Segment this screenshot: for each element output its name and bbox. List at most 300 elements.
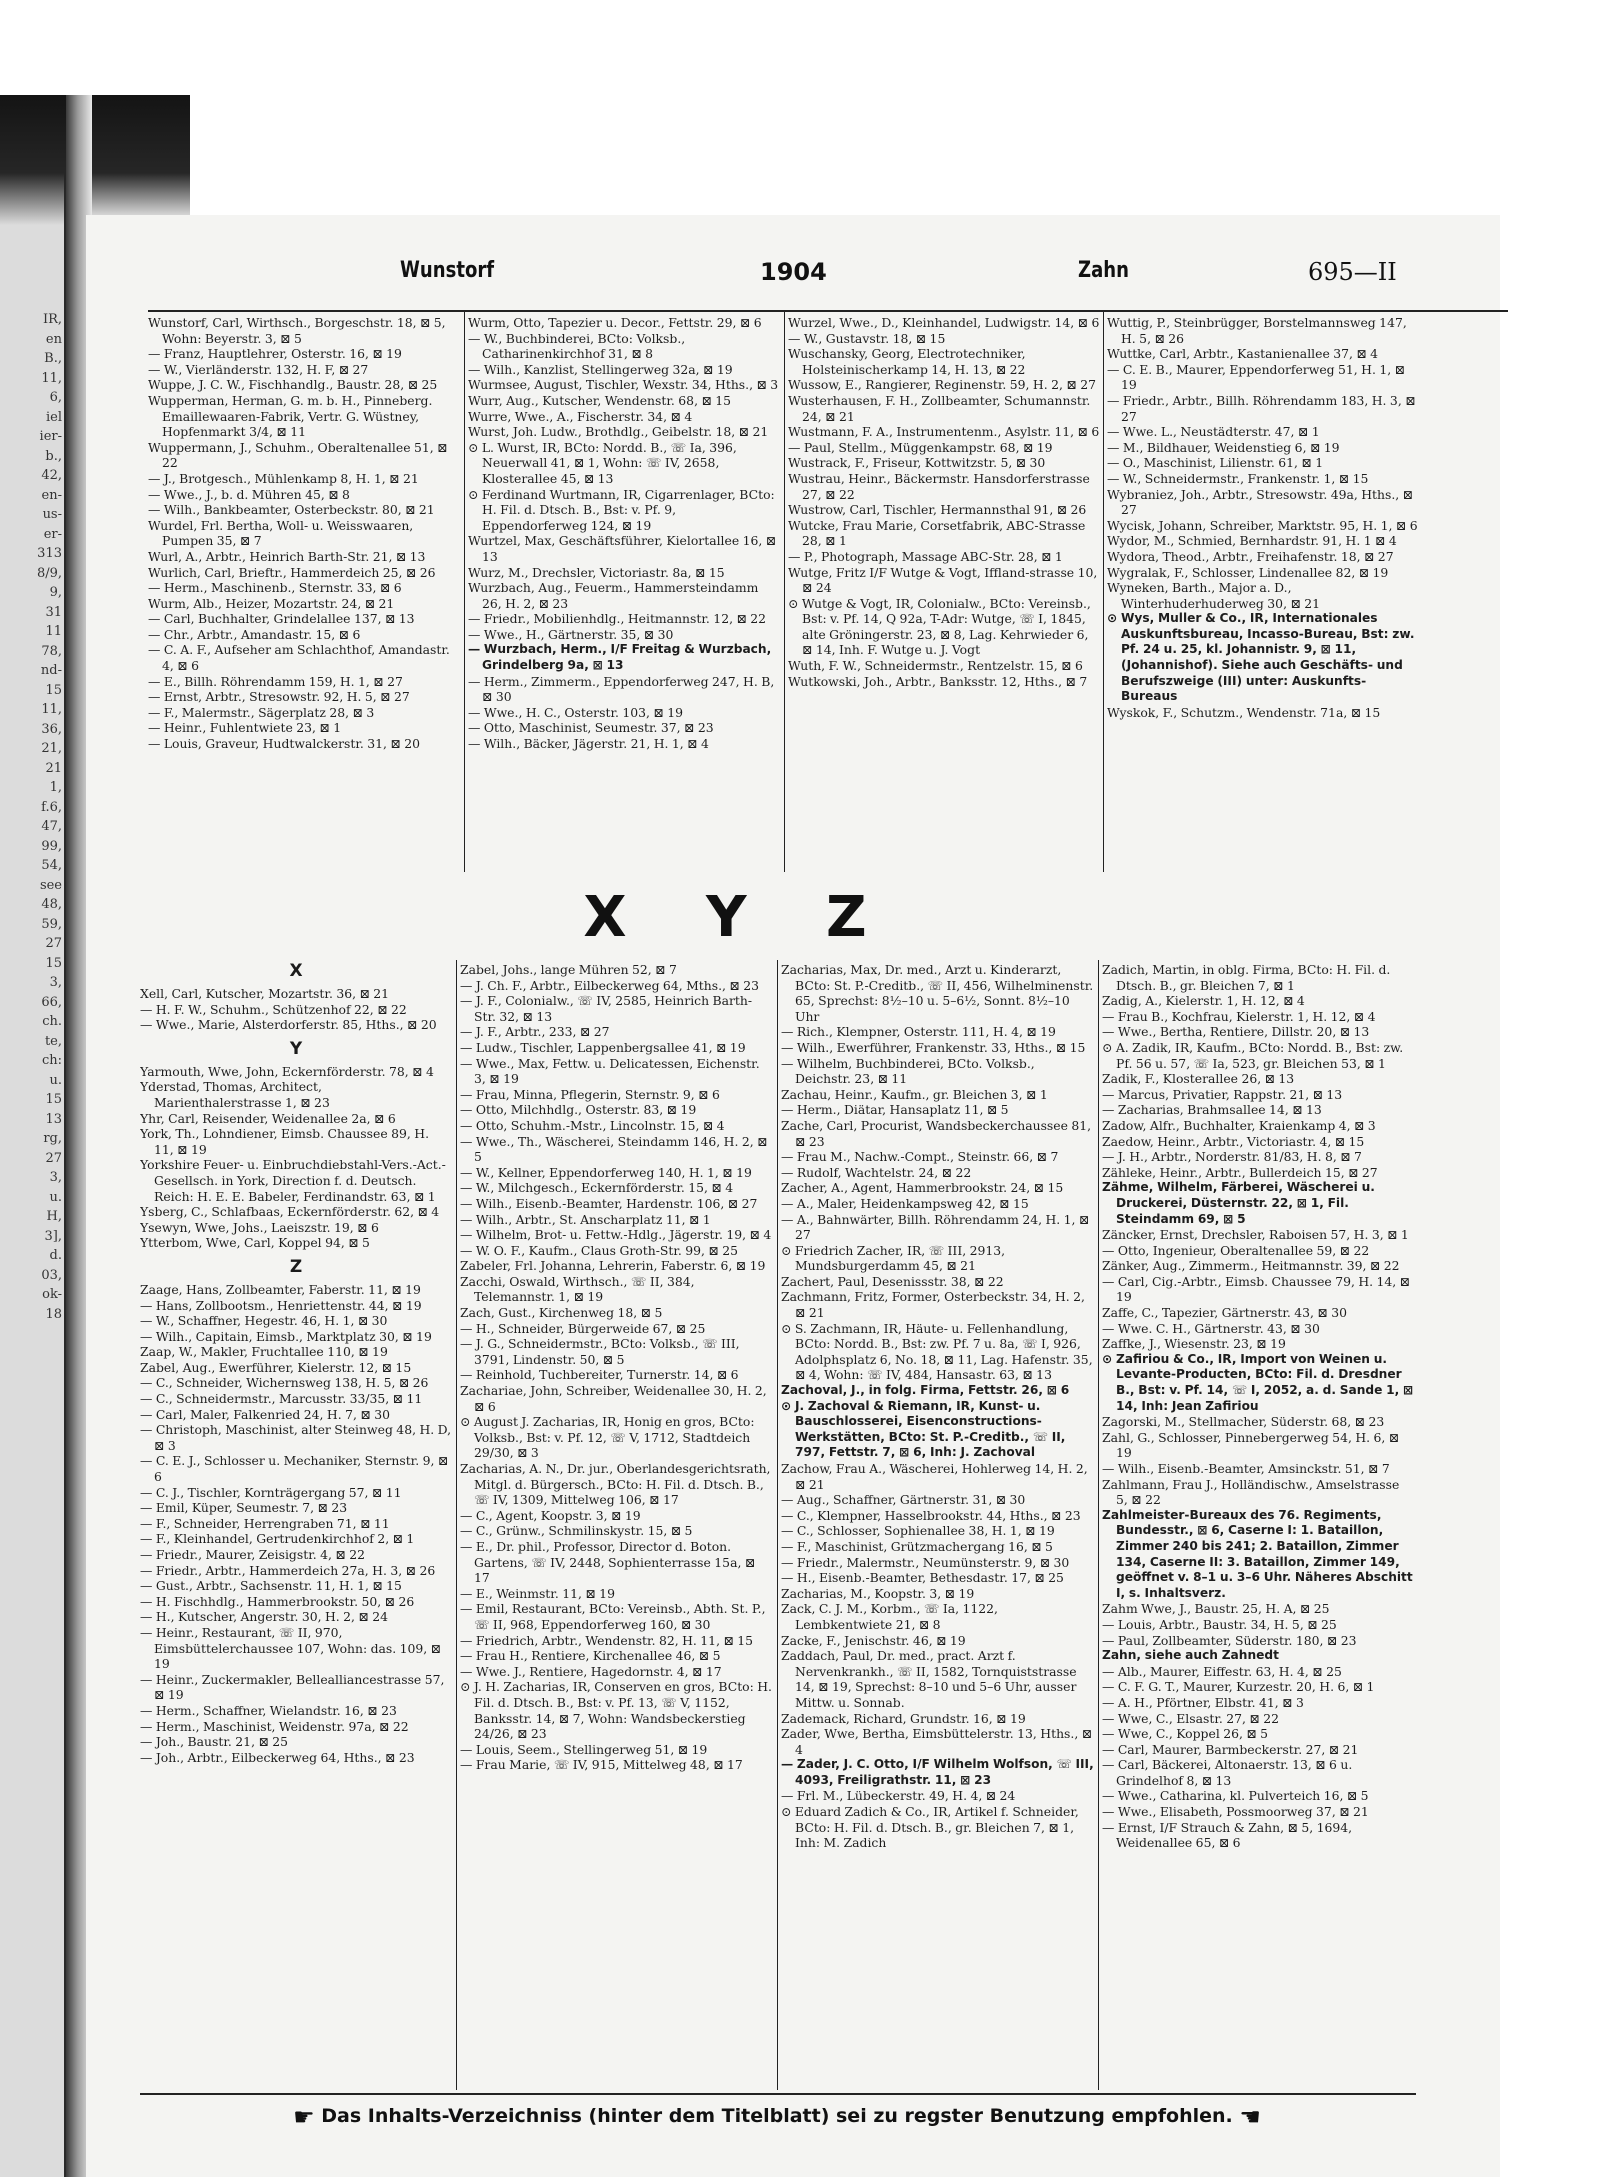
directory-entry: — Louis, Arbtr., Baustr. 34, H. 5, ⊠ 25 <box>1102 1616 1337 1632</box>
directory-column-upper-3 <box>788 315 1100 875</box>
directory-entry: Zaffe, C., Tapezier, Gärtnerstr. 43, ⊠ 30 <box>1102 1305 1348 1321</box>
directory-entry: — Wwe. L., Neustädterstr. 47, ⊠ 1 <box>1107 424 1320 440</box>
previous-page-text-fragment: u. <box>49 1189 62 1205</box>
directory-entry: — H., Schneider, Bürgerweide 67, ⊠ 25 <box>460 1320 706 1336</box>
directory-entry: ⊙ Ferdinand Wurtmann, IR, Cigarrenlager, BCto: H. Fil. d. Dtsch. B., Bst: v. Pf. 9, Eppendorferweg 124, ⊠ 19 <box>468 486 775 533</box>
directory-entry: Wurst, Joh. Ludw., Brothdlg., Geibelstr. 18, ⊠ 21 <box>468 424 769 440</box>
directory-entry: — F., Kleinhandel, Gertrudenkirchhof 2, ⊠ 1 <box>140 1531 415 1547</box>
directory-entry: — Herm., Diätar, Hansaplatz 11, ⊠ 5 <box>781 1102 1009 1118</box>
previous-page-text-fragment: rg, <box>43 1131 62 1146</box>
section-letters-heading: X Y Z <box>583 885 897 950</box>
column-divider <box>1103 312 1104 872</box>
previous-page-text-fragment: 3, <box>49 1170 62 1185</box>
directory-entry: — C. A. F., Aufseher am Schlachthof, Amandastr. 4, ⊠ 6 <box>148 642 450 674</box>
directory-entry: — Marcus, Privatier, Rappstr. 21, ⊠ 13 <box>1102 1086 1343 1102</box>
directory-entry: — Friedr., Malermstr., Neumünsterstr. 9, ⊠ 30 <box>781 1554 1070 1570</box>
directory-entry: Wunstorf, Carl, Wirthsch., Borgeschstr. 18, ⊠ 5, Wohn: Beyerstr. 3, ⊠ 5 <box>148 315 446 346</box>
directory-entry: Zachow, Frau A., Wäscherei, Hohlerweg 14, H. 2, ⊠ 21 <box>781 1461 1088 1492</box>
directory-entry: — Joh., Arbtr., Eilbeckerweg 64, Hths., ⊠ 23 <box>140 1749 415 1765</box>
directory-entry: — J. Ch. F., Arbtr., Eilbeckerweg 64, Mths., ⊠ 23 <box>460 977 759 993</box>
previous-page-text-fragment: 11, <box>41 370 62 386</box>
directory-entry: — Wwe. J., Rentiere, Hagedornstr. 4, ⊠ 17 <box>460 1663 722 1679</box>
directory-entry: — W. O. F., Kaufm., Claus Groth-Str. 99, ⊠ 25 <box>460 1242 739 1258</box>
directory-entry: Zadik, F., Klosterallee 26, ⊠ 13 <box>1102 1071 1295 1087</box>
directory-column-upper-2 <box>468 315 780 875</box>
previous-page-text-fragment: u. <box>49 1072 62 1088</box>
directory-entry: — C. J., Tischler, Kornträgergang 57, ⊠ 11 <box>140 1484 402 1500</box>
directory-entry: Zähme, Wilhelm, Färberei, Wäscherei u. Druckerei, Düsternstr. 22, ⊠ 1, Fil. Steindamm 69, ⊠ 5 <box>1102 1180 1375 1226</box>
directory-entry: — Ernst, Arbtr., Stresowstr. 92, H. 5, ⊠ 27 <box>148 689 410 705</box>
directory-entry: Yhr, Carl, Reisender, Weidenallee 2a, ⊠ 6 <box>140 1110 396 1126</box>
directory-entry: — Friedrich, Arbtr., Wendenstr. 82, H. 11, ⊠ 15 <box>460 1632 754 1648</box>
directory-entry: Zach, Gust., Kirchenweg 18, ⊠ 5 <box>460 1305 663 1321</box>
directory-entry: — Herm., Schaffner, Wielandstr. 16, ⊠ 23 <box>140 1702 397 1718</box>
directory-entry: — Wilh., Bankbeamter, Osterbeckstr. 80, ⊠ 21 <box>148 502 435 518</box>
previous-page-text-fragment: 8/9, <box>36 565 62 581</box>
previous-page-text-fragment: er- <box>43 526 62 542</box>
directory-entry: — Wwe, C., Elsastr. 27, ⊠ 22 <box>1102 1710 1279 1726</box>
directory-entry: — Carl, Buchhalter, Grindelallee 137, ⊠ 13 <box>148 611 415 627</box>
directory-entry: — O., Maschinist, Lilienstr. 61, ⊠ 1 <box>1107 455 1324 471</box>
directory-entry: — A. H., Pförtner, Elbstr. 41, ⊠ 3 <box>1102 1694 1304 1710</box>
directory-entry: — Wwe., H. C., Osterstr. 103, ⊠ 19 <box>468 704 683 720</box>
directory-entry: — Wilh., Bäcker, Jägerstr. 21, H. 1, ⊠ 4 <box>468 736 709 752</box>
directory-entry: Zahl, G., Schlosser, Pinnebergerweg 54, H. 6, ⊠ 19 <box>1102 1429 1400 1461</box>
directory-entry: Wurre, Wwe., A., Fischerstr. 34, ⊠ 4 <box>468 408 693 424</box>
previous-page-text-fragment: 6, <box>49 390 62 405</box>
directory-entry: — M., Bildhauer, Weidenstieg 6, ⊠ 19 <box>1107 439 1340 455</box>
directory-entry: — J. F., Colonialw., ☏ IV, 2585, Heinrich Barth-Str. 32, ⊠ 13 <box>460 993 753 1024</box>
directory-entry: Ysewyn, Wwe, Johs., Laeiszstr. 19, ⊠ 6 <box>140 1219 379 1235</box>
directory-entry: — Wilhelm, Buchbinderei, BCto. Volksb., Deichstr. 23, ⊠ 11 <box>781 1055 1035 1087</box>
section-letter-heading: Z <box>289 1256 303 1277</box>
directory-entry: — C. F. G. T., Maurer, Kurzestr. 20, H. 6, ⊠ 1 <box>1102 1679 1375 1695</box>
directory-entry: Wustmann, F. A., Instrumentenm., Asylstr. 11, ⊠ 6 <box>788 424 1100 440</box>
directory-entry: Wydora, Theod., Arbtr., Freihafenstr. 18, ⊠ 27 <box>1107 548 1394 564</box>
directory-entry: — J. F., Arbtr., 233, ⊠ 27 <box>460 1024 610 1040</box>
directory-entry: ⊙ A. Zadik, IR, Kaufm., BCto: Nordd. B., Bst: zw. Pf. 56 u. 57, ☏ Ia, 523, gr. Bleichen 53, ⊠ 1 <box>1102 1039 1404 1071</box>
directory-entry: — Otto, Maschinist, Seumestr. 37, ⊠ 23 <box>468 720 714 736</box>
directory-entry: Zahm Wwe, J., Baustr. 25, H. A, ⊠ 25 <box>1102 1601 1330 1617</box>
directory-entry: — Aug., Schaffner, Gärtnerstr. 31, ⊠ 30 <box>781 1492 1026 1508</box>
directory-entry: Zagorski, M., Stellmacher, Süderstr. 68, ⊠ 23 <box>1102 1414 1385 1430</box>
column-divider <box>1098 960 1099 2090</box>
previous-page-text-fragment: 78, <box>41 643 62 659</box>
directory-entry: ⊙ L. Wurst, IR, BCto: Nordd. B., ☏ Ia, 396, Neuerwall 41, ⊠ 1, Wohn: ☏ IV, 2658, Klosterallee 45, ⊠ 13 <box>468 439 737 486</box>
directory-entry: Zähleke, Heinr., Arbtr., Bullerdeich 15, ⊠ 27 <box>1102 1164 1378 1180</box>
previous-page-text-fragment: ok- <box>42 1287 62 1302</box>
directory-entry: Zader, Wwe, Bertha, Eimsbüttelerstr. 13, Hths., ⊠ 4 <box>781 1726 1093 1757</box>
directory-entry: — Frau H., Rentiere, Kirchenallee 46, ⊠ 5 <box>460 1648 721 1664</box>
book-binding-shadow <box>0 95 190 225</box>
directory-entry: Xell, Carl, Kutscher, Mozartstr. 36, ⊠ 21 <box>140 986 390 1001</box>
directory-entry: Yarmouth, Wwe, John, Eckernförderstr. 78, ⊠ 4 <box>140 1063 434 1079</box>
footer-rule <box>140 2093 1416 2095</box>
directory-entry: — W., Milchgesch., Eckernförderstr. 15, ⊠ 4 <box>460 1180 734 1196</box>
previous-page-text-fragment: ch. <box>42 1014 62 1029</box>
directory-column-upper-4 <box>1107 315 1419 875</box>
previous-page-text-fragment: 11 <box>45 624 62 639</box>
directory-entry: Zahn, siehe auch Zahnedt <box>1102 1648 1279 1663</box>
directory-entry: — W., Kellner, Eppendorferweg 140, H. 1, ⊠ 19 <box>460 1164 752 1180</box>
directory-entry: Wybraniez, Joh., Arbtr., Stresowstr. 49a, Hths., ⊠ 27 <box>1107 486 1414 518</box>
directory-entry: — Wwe., Th., Wäscherei, Steindamm 146, H. 2, ⊠ 5 <box>460 1133 768 1165</box>
directory-column-lower-4 <box>1102 962 1414 2090</box>
directory-entry: — Frau B., Kochfrau, Kielerstr. 1, H. 12, ⊠ 4 <box>1102 1008 1376 1024</box>
directory-entry: — Heinr., Zuckermakler, Bellealliancestrasse 57, ⊠ 19 <box>140 1671 445 1703</box>
previous-page-text-fragment: en <box>45 331 62 347</box>
pointing-hand-right-icon: ☛ <box>293 2103 315 2131</box>
directory-entry: — Wilh., Eisenb.-Beamter, Hardenstr. 106, ⊠ 27 <box>460 1195 758 1211</box>
directory-entry: — Wwe., Elisabeth, Possmoorweg 37, ⊠ 21 <box>1102 1804 1369 1820</box>
directory-entry: — Hans, Zollbootsm., Henriettenstr. 44, ⊠ 19 <box>140 1297 422 1313</box>
previous-page-text-fragment: IR, <box>42 312 62 327</box>
directory-entry: — Wwe., Marie, Alsterdorferstr. 85, Hths., ⊠ 20 <box>140 1017 437 1033</box>
previous-page-text-fragment: 47, <box>41 819 62 834</box>
directory-entry: Zachariae, John, Schreiber, Weidenallee 30, H. 2, ⊠ 6 <box>460 1383 767 1414</box>
directory-entry: — Ludw., Tischler, Lappenbergsallee 41, ⊠ 19 <box>460 1039 746 1055</box>
directory-entry: — A., Bahnwärter, Billh. Röhrendamm 24, H. 1, ⊠ 27 <box>781 1211 1090 1243</box>
directory-entry: — Frl. M., Lübeckerstr. 49, H. 4, ⊠ 24 <box>781 1788 1016 1804</box>
running-head-last: Zahn <box>1078 258 1129 283</box>
previous-page-text-fragment: see <box>39 877 62 893</box>
directory-entry: — Wwe., H., Gärtnerstr. 35, ⊠ 30 <box>468 626 674 642</box>
previous-page-text-fragment: b., <box>45 448 62 464</box>
directory-entry: — Frau Marie, ☏ IV, 915, Mittelweg 48, ⊠ 17 <box>460 1757 743 1773</box>
directory-entry: — Franz, Hauptlehrer, Osterstr. 16, ⊠ 19 <box>148 346 402 362</box>
directory-entry: — Paul, Zollbeamter, Süderstr. 180, ⊠ 23 <box>1102 1632 1357 1648</box>
directory-entry: — C., Agent, Koopstr. 3, ⊠ 19 <box>460 1507 641 1523</box>
directory-entry: ⊙ S. Zachmann, IR, Häute- u. Fellenhandlung, BCto: Nordd. B., Bst: zw. Pf. 7 u. 8a, ☏ I, 926, Adolphsplatz 6, No. 18, ⊠ 11, Lag. Hafenstr. 35, ⊠ 4, Wohn: ☏ IV, 484, Hansastr. 63, ⊠ 13 <box>781 1320 1093 1383</box>
directory-entry: — W., Buchbinderei, BCto: Volksb., Catharinenkirchhof 31, ⊠ 8 <box>468 330 686 362</box>
directory-entry: Wydor, M., Schmied, Bernhardstr. 91, H. 1 ⊠ 4 <box>1107 533 1397 549</box>
directory-entry: — Wilh., Capitain, Eimsb., Marktplatz 30, ⊠ 19 <box>140 1328 432 1344</box>
section-letter-heading: Y <box>289 1038 303 1059</box>
directory-entry: — W., Gustavstr. 18, ⊠ 15 <box>788 330 946 346</box>
previous-page-text-fragment: 03, <box>41 1267 62 1283</box>
directory-entry: — J., Brotgesch., Mühlenkamp 8, H. 1, ⊠ 21 <box>148 470 419 486</box>
directory-entry: Wurzel, Wwe., D., Kleinhandel, Ludwigstr. 14, ⊠ 6 <box>788 315 1100 330</box>
previous-page-text-fragment: 48, <box>41 897 62 912</box>
directory-entry: — W., Vierländerstr. 132, H. F, ⊠ 27 <box>148 361 369 377</box>
directory-entry: Zacharias, A. N., Dr. jur., Oberlandesgerichtsrath, Mitgl. d. Bürgersch., BCto: H. Fil. d. Dtsch. B., ☏ IV, 1309, Mittelweg 106, ⊠ 17 <box>460 1461 771 1508</box>
directory-entry: — Wwe, C., Koppel 26, ⊠ 5 <box>1102 1726 1269 1742</box>
directory-entry: Wuttke, Carl, Arbtr., Kastanienallee 37, ⊠ 4 <box>1107 346 1379 362</box>
directory-entry: — H., Eisenb.-Beamter, Bethesdastr. 17, ⊠ 25 <box>781 1570 1064 1586</box>
previous-page-text-fragment: 66, <box>41 994 62 1010</box>
previous-page-text-fragment: 1, <box>49 780 62 795</box>
directory-entry: — H. F. W., Schuhm., Schützenhof 22, ⊠ 22 <box>140 1001 407 1017</box>
directory-entry: — Gust., Arbtr., Sachsenstr. 11, H. 1, ⊠ 15 <box>140 1578 402 1594</box>
directory-entry: — Herm., Zimmerm., Eppendorferweg 247, H. B, ⊠ 30 <box>468 673 775 705</box>
directory-entry: Zadow, Alfr., Buchhalter, Kraienkamp 4, ⊠ 3 <box>1102 1117 1376 1133</box>
directory-entry: — Carl, Maler, Falkenried 24, H. 7, ⊠ 30 <box>140 1406 390 1422</box>
directory-entry: Zache, Carl, Procurist, Wandsbeckerchaussee 81, ⊠ 23 <box>781 1117 1092 1149</box>
directory-entry: Zaap, W., Makler, Fruchtallee 110, ⊠ 19 <box>140 1344 388 1360</box>
directory-entry: Zacchi, Oswald, Wirthsch., ☏ II, 384, Telemannstr. 1, ⊠ 19 <box>460 1273 695 1305</box>
directory-entry: — C. E. B., Maurer, Eppendorferweg 51, H. 1, ⊠ 19 <box>1107 361 1405 393</box>
directory-entry: — Otto, Schuhm.-Mstr., Lincolnstr. 15, ⊠ 4 <box>460 1117 725 1133</box>
directory-entry: Wusterhausen, F. H., Zollbeamter, Schumannstr. 24, ⊠ 21 <box>788 392 1091 424</box>
directory-entry: — Friedr., Arbtr., Hammerdeich 27a, H. 3, ⊠ 26 <box>140 1562 436 1578</box>
directory-entry: Zacke, F., Jenischstr. 46, ⊠ 19 <box>781 1632 966 1648</box>
previous-page-text-fragment: 27 <box>45 936 62 951</box>
directory-entry: — Wilh., Ewerführer, Frankenstr. 33, Hths., ⊠ 15 <box>781 1039 1086 1055</box>
previous-page-text-fragment: 36, <box>41 721 62 737</box>
directory-entry: — Wwe., Catharina, kl. Pulverteich 16, ⊠ 5 <box>1102 1788 1369 1804</box>
directory-entry: — Wwe., J., b. d. Mühren 45, ⊠ 8 <box>148 486 350 502</box>
previous-page-text-fragment: ch: <box>41 1053 62 1068</box>
directory-entry: Yderstad, Thomas, Architect, Marienthalerstrasse 1, ⊠ 23 <box>140 1079 330 1110</box>
directory-entry: — Otto, Ingenieur, Oberaltenallee 59, ⊠ 22 <box>1102 1242 1370 1258</box>
directory-entry: — H. Fischhdlg., Hammerbrookstr. 50, ⊠ 26 <box>140 1593 415 1609</box>
directory-entry: — Friedr., Mobilienhdlg., Heitmannstr. 12, ⊠ 22 <box>468 611 767 627</box>
column-divider <box>777 960 778 2090</box>
directory-entry: — Alb., Maurer, Eiffestr. 63, H. 4, ⊠ 25 <box>1102 1663 1342 1679</box>
footer-notice <box>232 2103 1322 2131</box>
directory-entry: — Wilhelm, Brot- u. Fettw.-Hdlg., Jägerstr. 19, ⊠ 4 <box>460 1227 772 1243</box>
previous-page-text-fragment: B., <box>44 351 62 366</box>
previous-page-text-fragment: 21 <box>45 760 62 776</box>
directory-entry: — Wurzbach, Herm., I/F Freitag & Wurzbach, Grindelberg 9a, ⊠ 13 <box>468 642 772 673</box>
directory-entry: — Louis, Graveur, Hudtwalckerstr. 31, ⊠ 20 <box>148 736 421 752</box>
directory-entry: Wyneken, Barth., Major a. D., Winterhuderhuderweg 30, ⊠ 21 <box>1107 580 1321 611</box>
directory-entry: — Zacharias, Brahmsallee 14, ⊠ 13 <box>1102 1102 1322 1118</box>
directory-entry: Zadig, A., Kielerstr. 1, H. 12, ⊠ 4 <box>1102 993 1305 1009</box>
directory-entry: ⊙ Friedrich Zacher, IR, ☏ III, 2913, Mundsburgerdamm 45, ⊠ 21 <box>781 1242 1006 1274</box>
previous-page-text-fragment: 9, <box>49 585 62 600</box>
directory-entry: Zacharias, Max, Dr. med., Arzt u. Kinderarzt, BCto: St. P.-Creditb., ☏ II, 456, Wilhelminenstr. 65, Sprechst: 8½–10 u. 5–6½, Sonnt. 8½–10 Uhr <box>781 962 1094 1024</box>
directory-entry: Zacharias, M., Koopstr. 3, ⊠ 19 <box>781 1585 975 1601</box>
directory-entry: — Frau M., Nachw.-Compt., Steinstr. 66, ⊠ 7 <box>781 1149 1059 1165</box>
directory-entry: Zaage, Hans, Zollbeamter, Faberstr. 11, ⊠ 19 <box>140 1281 421 1297</box>
directory-column-lower-1 <box>140 955 452 2090</box>
directory-entry: Wuth, F. W., Schneidermstr., Rentzelstr. 15, ⊠ 6 <box>788 658 1083 674</box>
directory-entry: Zack, C. J. M., Korbm., ☏ Ia, 1122, Lembkentwiete 21, ⊠ 8 <box>781 1601 998 1632</box>
directory-entry: Wurtzel, Max, Geschäftsführer, Kielortallee 16, ⊠ 13 <box>468 533 777 564</box>
directory-entry: — Herm., Maschinist, Weidenstr. 97a, ⊠ 22 <box>140 1718 409 1734</box>
directory-entry: — Wilh., Kanzlist, Stellingerweg 32a, ⊠ 19 <box>468 361 733 377</box>
directory-entry: Wuppermann, J., Schuhm., Oberaltenallee 51, ⊠ 22 <box>148 439 448 471</box>
directory-entry: — Louis, Seem., Stellingerweg 51, ⊠ 19 <box>460 1741 708 1757</box>
directory-entry: — E., Dr. phil., Professor, Director d. Boton. Gartens, ☏ IV, 2448, Sophienterrasse 15a, ⊠ 17 <box>460 1538 756 1586</box>
directory-entry: York, Th., Lohndiener, Eimsb. Chaussee 89, H. 11, ⊠ 19 <box>140 1126 430 1157</box>
directory-entry: — Friedr., Maurer, Zeisigstr. 4, ⊠ 22 <box>140 1547 365 1562</box>
previous-page-text-fragment: 3], <box>44 1228 62 1244</box>
previous-page-text-fragment: en- <box>41 487 62 503</box>
directory-entry: — Carl, Maurer, Barmbeckerstr. 27, ⊠ 21 <box>1102 1741 1359 1757</box>
directory-entry: — F., Schneider, Herrengraben 71, ⊠ 11 <box>140 1515 390 1531</box>
directory-entry: ⊙ Eduard Zadich & Co., IR, Artikel f. Schneider, BCto: H. Fil. d. Dtsch. B., gr. Bleichen 7, ⊠ 1, Inh: M. Zadich <box>781 1804 1079 1851</box>
previous-page-text-fragment: 27 <box>45 1150 62 1166</box>
directory-entry: — Herm., Maschinenb., Sternstr. 33, ⊠ 6 <box>148 580 402 596</box>
directory-entry: — J. G., Schneidermstr., BCto: Volksb., ☏ III, 3791, Lindenstr. 50, ⊠ 5 <box>460 1336 740 1367</box>
directory-entry: — Heinr., Restaurant, ☏ II, 970, Eimsbüttelerchaussee 107, Wohn: das. 109, ⊠ 19 <box>140 1624 442 1672</box>
directory-entry: Wurdel, Frl. Bertha, Woll- u. Weisswaaren, Pumpen 35, ⊠ 7 <box>148 517 414 549</box>
footer-text: Das Inhalts-Verzeichniss (hinter dem Titelblatt) sei zu regster Benutzung empfohlen. <box>321 2105 1233 2127</box>
directory-entry: Wuppe, J. C. W., Fischhandlg., Baustr. 28, ⊠ 25 <box>148 377 438 393</box>
directory-entry: Zahlmann, Frau J., Holländischw., Amselstrasse 5, ⊠ 22 <box>1102 1476 1400 1508</box>
directory-entry: — C., Klempner, Hasselbrookstr. 44, Hths., ⊠ 23 <box>781 1507 1081 1523</box>
directory-entry: Zabel, Aug., Ewerführer, Kielerstr. 12, ⊠ 15 <box>140 1359 412 1375</box>
previous-page-text-fragment: 15 <box>45 955 62 971</box>
directory-entry: — A., Maler, Heidenkampsweg 42, ⊠ 15 <box>781 1195 1029 1211</box>
directory-entry: — C. E. J., Schlosser u. Mechaniker, Sternstr. 9, ⊠ 6 <box>140 1453 449 1485</box>
directory-entry: — C., Grünw., Schmilinskystr. 15, ⊠ 5 <box>460 1523 693 1539</box>
previous-page-text-fragment: nd- <box>40 663 62 678</box>
directory-entry: ⊙ J. Zachoval & Riemann, IR, Kunst- u. Bauschlosserei, Eisenconstructions-Werkstätten, BCto: St. P.-Creditb., ☏ II, 797, Fettstr. 7, ⊠ 6, Inh: J. Zachoval <box>781 1398 1066 1460</box>
column-divider <box>784 312 785 872</box>
directory-entry: — Rudolf, Wachtelstr. 24, ⊠ 22 <box>781 1164 972 1180</box>
directory-entry: Zahlmeister-Bureaux des 76. Regiments, Bundesstr., ⊠ 6, Caserne I: 1. Bataillon, Zimmer 240 bis 241; 2. Bataillon, Zimmer 134, Caserne II: 3. Bataillon, Zimmer 149, geöffnet v. 8–1 u. 3–6 Uhr. Näheres Abschitt I, s. Inhaltsverz. <box>1102 1507 1413 1600</box>
directory-entry: — Ernst, I/F Strauch & Zahn, ⊠ 5, 1694, Weidenallee 65, ⊠ 6 <box>1102 1819 1353 1851</box>
directory-entry: Zachert, Paul, Desenissstr. 38, ⊠ 22 <box>781 1273 1004 1289</box>
previous-page-text-fragment: 18 <box>45 1306 62 1322</box>
previous-page-text-fragment: f.6, <box>41 799 62 815</box>
section-letter-heading: X <box>289 961 303 981</box>
directory-entry: Wuschansky, Georg, Electrotechniker, Holsteinischerkamp 14, H. 13, ⊠ 22 <box>788 346 1026 377</box>
directory-entry: Wustrow, Carl, Tischler, Hermannsthal 91, ⊠ 26 <box>788 502 1087 518</box>
directory-entry: Wussow, E., Rangierer, Reginenstr. 59, H. 2, ⊠ 27 <box>788 377 1096 393</box>
directory-entry: ⊙ J. H. Zacharias, IR, Conserven en gros, BCto: H. Fil. d. Dtsch. B., Bst: v. Pf. 13, ☏ V, 1152, Banksstr. 14, ⊠ 7, Wohn: Wandsbeckerstieg 24/26, ⊠ 23 <box>460 1679 772 1742</box>
directory-entry: — H., Kutscher, Angerstr. 30, H. 2, ⊠ 24 <box>140 1609 389 1625</box>
directory-entry: ⊙ Wutge & Vogt, IR, Colonialw., BCto: Vereinsb., Bst: v. Pf. 14, Q 92a, T-Adr: Wutge, ☏ I, 1845, alte Gröningerstr. 23, ⊠ 8, Lag. Kehrwieder 6, ⊠ 14, Inh. F. Wutge u. J. Vogt <box>788 595 1091 658</box>
column-divider <box>464 312 465 872</box>
directory-entry: — Heinr., Fuhlentwiete 23, ⊠ 1 <box>148 720 342 736</box>
directory-entry: — E., Weinmstr. 11, ⊠ 19 <box>460 1585 615 1601</box>
directory-entry: — Carl, Cig.-Arbtr., Eimsb. Chaussee 79, H. 14, ⊠ 19 <box>1102 1273 1411 1305</box>
previous-page-text-fragment: 59, <box>41 916 62 932</box>
directory-entry: Zabel, Johs., lange Mühren 52, ⊠ 7 <box>460 962 677 977</box>
directory-entry: — C., Schneider, Wichernsweg 138, H. 5, ⊠ 26 <box>140 1375 429 1391</box>
directory-entry: Wyskok, F., Schutzm., Wendenstr. 71a, ⊠ 15 <box>1107 704 1381 720</box>
directory-entry: — J. H., Arbtr., Norderstr. 81/83, H. 8, ⊠ 7 <box>1102 1149 1362 1165</box>
directory-entry: Zaedow, Heinr., Arbtr., Victoriastr. 4, ⊠ 15 <box>1102 1133 1365 1149</box>
page-number: 695—II <box>1308 258 1397 286</box>
previous-page-edge <box>0 95 72 2177</box>
directory-entry: — Christoph, Maschinist, alter Steinweg 48, H. D, ⊠ 3 <box>140 1422 452 1453</box>
directory-entry: Wurmsee, August, Tischler, Wexstr. 34, Hths., ⊠ 3 <box>468 377 779 393</box>
previous-page-text-fragment: iel <box>45 409 62 425</box>
previous-page-text-fragment: 15 <box>45 1092 62 1107</box>
directory-entry: Wygralak, F., Schlosser, Lindenallee 82, ⊠ 19 <box>1107 564 1389 580</box>
previous-page-text-fragment: 42, <box>41 468 62 483</box>
directory-entry: Zabeler, Frl. Johanna, Lehrerin, Faberstr. 6, ⊠ 19 <box>460 1258 766 1274</box>
directory-entry: — E., Billh. Röhrendamm 159, H. 1, ⊠ 27 <box>148 673 403 689</box>
previous-page-text-fragment: 31 <box>45 604 62 620</box>
directory-entry: Zademack, Richard, Grundstr. 16, ⊠ 19 <box>781 1710 1026 1726</box>
directory-entry: — W., Schneidermstr., Frankenstr. 1, ⊠ 15 <box>1107 470 1369 486</box>
directory-entry: — Paul, Stellm., Müggenkampstr. 68, ⊠ 19 <box>788 439 1053 455</box>
directory-entry: — Otto, Milchhdlg., Osterstr. 83, ⊠ 19 <box>460 1102 697 1118</box>
directory-entry: — Wilh., Eisenb.-Beamter, Amsinckstr. 51, ⊠ 7 <box>1102 1461 1390 1476</box>
previous-page-text-fragment: 15 <box>45 682 62 698</box>
directory-entry: Zaddach, Paul, Dr. med., pract. Arzt f. Nervenkrankh., ☏ II, 1582, Tornquiststrasse 14, ⊠ 19, Sprechst: 8–10 und 5–6 Uhr, ausser Mittw. u. Sonnab. <box>781 1648 1077 1710</box>
directory-entry: — Rich., Klempner, Osterstr. 111, H. 4, ⊠ 19 <box>781 1024 1056 1040</box>
previous-page-text-fragment: 21, <box>41 741 62 756</box>
directory-entry: Wustrau, Heinr., Bäckermstr. Hansdorferstrasse 27, ⊠ 22 <box>788 470 1090 502</box>
previous-page-text-fragment: 3, <box>49 975 62 990</box>
previous-page-text-fragment: 99, <box>41 838 62 854</box>
running-head-first: Wunstorf <box>400 258 495 283</box>
directory-entry: — Joh., Baustr. 21, ⊠ 25 <box>140 1734 289 1750</box>
directory-entry: Wurr, Aug., Kutscher, Wendenstr. 68, ⊠ 15 <box>468 392 732 408</box>
directory-entry: Ytterbom, Wwe, Carl, Koppel 94, ⊠ 5 <box>140 1235 370 1251</box>
directory-entry: — Carl, Bäckerei, Altonaerstr. 13, ⊠ 6 u. Grindelhof 8, ⊠ 13 <box>1102 1757 1353 1788</box>
previous-page-text-fragment: H, <box>46 1209 62 1224</box>
previous-page-text-fragment: 11, <box>41 702 62 717</box>
directory-entry: — C., Schlosser, Sophienallee 38, H. 1, ⊠ 19 <box>781 1523 1055 1539</box>
directory-entry: Wurz, M., Drechsler, Victoriastr. 8a, ⊠ 15 <box>468 564 725 580</box>
directory-entry: — F., Malermstr., Sägerplatz 28, ⊠ 3 <box>148 704 375 720</box>
directory-entry: — Wwe., Bertha, Rentiere, Dillstr. 20, ⊠ 13 <box>1102 1024 1370 1040</box>
previous-page-text-fragment: 54, <box>41 858 62 873</box>
directory-entry: Zänker, Aug., Zimmerm., Heitmannstr. 39, ⊠ 22 <box>1102 1258 1400 1274</box>
directory-entry: — Friedr., Arbtr., Billh. Röhrendamm 183, H. 3, ⊠ 27 <box>1107 392 1416 424</box>
directory-entry: ⊙ Zafiriou & Co., IR, Import von Weinen u. Levante-Producten, BCto: Fil. d. Dresdner B., Bst: v. Pf. 14, ☏ I, 2052, a. d. Sande 1, ⊠ 14, Inh: Jean Zafiriou <box>1102 1351 1414 1413</box>
directory-entry: Yorkshire Feuer- u. Einbruchdiebstahl-Vers.-Act.-Gesellsch. in York, Direction f. d. Deutsch. Reich: H. E. E. Babeler, Ferdinandstr. 63, ⊠ 1 <box>140 1157 446 1204</box>
directory-entry: Wustrack, F., Friseur, Kottwitzstr. 5, ⊠ 30 <box>788 455 1046 471</box>
previous-page-text-fragment: us- <box>42 507 62 522</box>
directory-entry: — Chr., Arbtr., Amandastr. 15, ⊠ 6 <box>148 626 361 642</box>
directory-entry: — Wwe. C. H., Gärtnerstr. 43, ⊠ 30 <box>1102 1320 1320 1336</box>
directory-entry: Wurlich, Carl, Brieftr., Hammerdeich 25, ⊠ 26 <box>148 564 436 580</box>
directory-entry: — Wilh., Arbtr., St. Anscharplatz 11, ⊠ 1 <box>460 1211 711 1227</box>
previous-page-text-fragment: ier- <box>39 429 62 444</box>
previous-page-text-fragment: 13 <box>45 1111 62 1127</box>
directory-entry: — Zader, J. C. Otto, I/F Wilhelm Wolfson, ☏ III, 4093, Freiligrathstr. 11, ⊠ 23 <box>781 1757 1094 1787</box>
directory-entry: Ysberg, C., Schlafbaas, Eckernförderstr. 62, ⊠ 4 <box>140 1204 440 1220</box>
directory-entry: ⊙ August J. Zacharias, IR, Honig en gros, BCto: Volksb., Bst: v. Pf. 12, ☏ V, 1712, Stadtdeich 29/30, ⊠ 3 <box>460 1414 755 1461</box>
directory-entry: Wutkowski, Joh., Arbtr., Banksstr. 12, Hths., ⊠ 7 <box>788 673 1088 689</box>
directory-column-upper-1 <box>148 315 460 875</box>
directory-entry: Zadich, Martin, in oblg. Firma, BCto: H. Fil. d. Dtsch. B., gr. Bleichen 7, ⊠ 1 <box>1102 962 1391 993</box>
directory-entry: Wurm, Alb., Heizer, Mozartstr. 24, ⊠ 21 <box>148 595 395 611</box>
directory-entry: Zaffke, J., Wiesenstr. 23, ⊠ 19 <box>1102 1336 1286 1352</box>
directory-entry: — F., Maschinist, Grützmachergang 16, ⊠ 5 <box>781 1538 1053 1554</box>
directory-entry: Wuttig, P., Steinbrügger, Borstelmannsweg 147, H. 5, ⊠ 26 <box>1107 315 1407 346</box>
header-rule <box>148 310 1508 312</box>
directory-entry: Wutge, Fritz I/F Wutge & Vogt, Iffland-strasse 10, ⊠ 24 <box>788 564 1098 596</box>
pointing-hand-left-icon: ☚ <box>1239 2103 1261 2131</box>
directory-entry: — Wwe., Max, Fettw. u. Delicatessen, Eichenstr. 3, ⊠ 19 <box>460 1055 760 1087</box>
directory-entry: Zachmann, Fritz, Former, Osterbeckstr. 34, H. 2, ⊠ 21 <box>781 1289 1085 1321</box>
directory-entry: Zäncker, Ernst, Drechsler, Raboisen 57, H. 3, ⊠ 1 <box>1102 1227 1409 1243</box>
directory-entry: Wurl, A., Arbtr., Heinrich Barth-Str. 21, ⊠ 13 <box>148 548 426 564</box>
directory-entry: — C., Schneidermstr., Marcusstr. 33/35, ⊠ 11 <box>140 1391 423 1407</box>
directory-column-lower-2 <box>460 962 773 2090</box>
directory-entry: — Emil, Küper, Seumestr. 7, ⊠ 23 <box>140 1500 348 1516</box>
directory-entry: — Emil, Restaurant, BCto: Vereinsb., Abth. St. P., ☏ II, 968, Eppendorferweg 160, ⊠ 30 <box>460 1601 766 1632</box>
directory-entry: Wurm, Otto, Tapezier u. Decor., Fettstr. 29, ⊠ 6 <box>468 315 762 330</box>
directory-column-lower-3 <box>781 962 1094 2090</box>
previous-page-text-fragment: te, <box>44 1033 62 1049</box>
previous-page-text-fragment: 313 <box>37 546 62 561</box>
directory-entry: — P., Photograph, Massage ABC-Str. 28, ⊠ 1 <box>788 548 1063 564</box>
directory-entry: Wutcke, Frau Marie, Corsetfabrik, ABC-Strasse 28, ⊠ 1 <box>788 517 1086 549</box>
running-head-year: 1904 <box>760 258 827 286</box>
previous-page-text-fragment: d. <box>49 1248 62 1263</box>
directory-entry: Wupperman, Herman, G. m. b. H., Pinneberg. Emaillewaaren-Fabrik, Vertr. G. Wüstney, Hopfenmarkt 3/4, ⊠ 11 <box>148 392 433 440</box>
directory-entry: — Frau, Minna, Pflegerin, Sternstr. 9, ⊠ 6 <box>460 1086 720 1102</box>
directory-entry: — Reinhold, Tuchbereiter, Turnerstr. 14, ⊠ 6 <box>460 1367 739 1383</box>
column-divider <box>456 960 457 2090</box>
directory-entry: Zachau, Heinr., Kaufm., gr. Bleichen 3, ⊠ 1 <box>781 1086 1048 1102</box>
directory-entry: Zacher, A., Agent, Hammerbrookstr. 24, ⊠ 15 <box>781 1180 1064 1196</box>
directory-entry: Wurzbach, Aug., Feuerm., Hammersteindamm 26, H. 2, ⊠ 23 <box>468 580 759 611</box>
directory-entry: — W., Schaffner, Hegestr. 46, H. 1, ⊠ 30 <box>140 1313 388 1329</box>
previous-page-fragments <box>2 310 62 1324</box>
